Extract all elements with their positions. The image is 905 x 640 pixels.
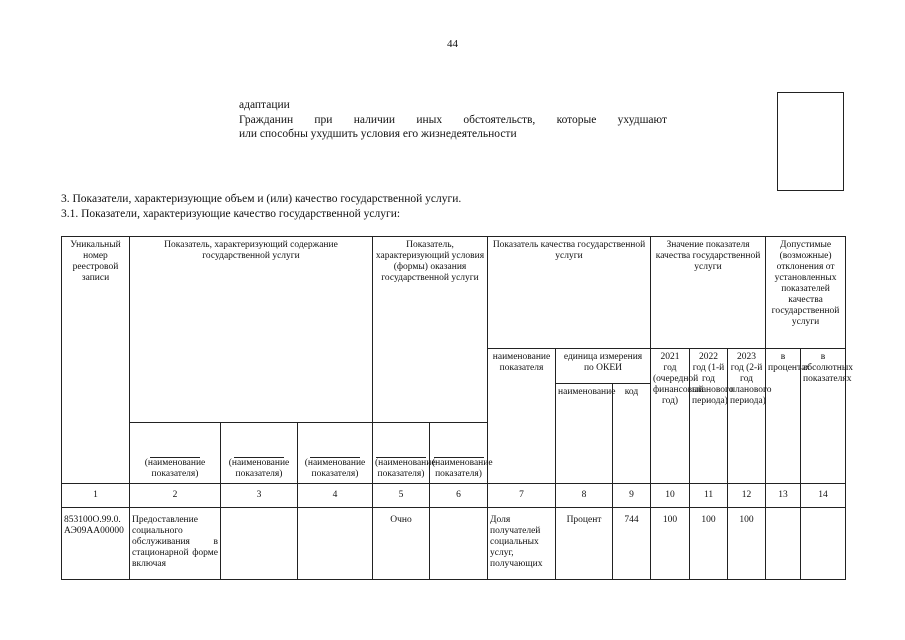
col-number: 14: [801, 484, 846, 508]
header-okei-unit: единица измерения по ОКЕИ: [556, 349, 651, 384]
cell-deviation-percent: [766, 508, 801, 580]
col-number: 2: [130, 484, 221, 508]
col-number: 7: [488, 484, 556, 508]
header-allowed-deviation: Допустимые (возможные) отклонения от установленных показателей качества государственной услуги: [766, 237, 846, 349]
header-okei-code: код: [613, 384, 651, 484]
col-number: 4: [298, 484, 373, 508]
col-number: 8: [556, 484, 613, 508]
header-unique-number: Уникальный номер реестровой записи: [62, 237, 130, 484]
header-okei-name: наименование: [556, 384, 613, 484]
quality-indicators-table: [61, 236, 854, 580]
header-year-2023: 2023 год (2-й год планового периода): [728, 349, 766, 484]
header-indicator-name: наименование показателя: [488, 349, 556, 484]
sub-indicator-name-3: (наименование показателя): [298, 423, 373, 484]
cell-unique-number: 853100О.99.0.АЭ09АА00000: [62, 508, 130, 580]
cell-value-2022: 100: [690, 508, 728, 580]
code-box: [777, 92, 844, 191]
col-number: 12: [728, 484, 766, 508]
header-service-conditions: Показатель, характеризующий условия (формы) оказания государственной услуги: [373, 237, 488, 423]
intro-line-3: или способны ухудшить условия его жизнедеятельности: [239, 128, 517, 140]
cell-value-2023: 100: [728, 508, 766, 580]
col-number: 9: [613, 484, 651, 508]
section-3-1-heading: 3.1. Показатели, характеризующие качество государственной услуги:: [61, 208, 401, 220]
col-number: 1: [62, 484, 130, 508]
header-indicator-value: Значение показателя качества государственной услуги: [651, 237, 766, 349]
header-deviation-percent: в процентах: [766, 349, 801, 484]
col-number: 11: [690, 484, 728, 508]
cell-value-2021: 100: [651, 508, 690, 580]
col-number: 13: [766, 484, 801, 508]
header-quality-indicator: Показатель качества государственной услуги: [488, 237, 651, 349]
cell-indicator-name: Доля получателей социальных услуг, получающих: [488, 508, 556, 580]
sub-indicator-name-5: (наименование показателя): [430, 423, 488, 484]
header-service-content: Показатель, характеризующий содержание государственной услуги: [130, 237, 373, 423]
cell-empty: [430, 508, 488, 580]
cell-deviation-absolute: [801, 508, 846, 580]
section-3-heading: 3. Показатели, характеризующие объем и (или) качество государственной услуги.: [61, 193, 462, 205]
table-row: [62, 508, 846, 580]
page-number: 44: [447, 38, 458, 50]
cell-empty: [221, 508, 298, 580]
header-deviation-absolute: в абсолютных показателях: [801, 349, 846, 484]
intro-line-1: адаптации: [239, 99, 290, 111]
intro-text: [239, 98, 667, 142]
col-number: 6: [430, 484, 488, 508]
cell-unit-code: 744: [613, 508, 651, 580]
col-number: 10: [651, 484, 690, 508]
col-number: 3: [221, 484, 298, 508]
cell-form: Очно: [373, 508, 430, 580]
intro-line-2: Гражданин при наличии иных обстоятельств, которые ухудшают: [239, 113, 667, 126]
header-year-2021: 2021 год (очередной финансовый год): [651, 349, 690, 484]
header-year-2022: 2022 год (1-й год планового периода): [690, 349, 728, 484]
cell-empty: [298, 508, 373, 580]
cell-unit-name: Процент: [556, 508, 613, 580]
cell-service-content: Предоставление социального обслуживания в стационарной форме включая: [130, 508, 221, 580]
sub-indicator-name-2: (наименование показателя): [221, 423, 298, 484]
col-number: 5: [373, 484, 430, 508]
sub-indicator-name-1: (наименование показателя): [130, 423, 221, 484]
sub-indicator-name-4: (наименование показателя): [373, 423, 430, 484]
